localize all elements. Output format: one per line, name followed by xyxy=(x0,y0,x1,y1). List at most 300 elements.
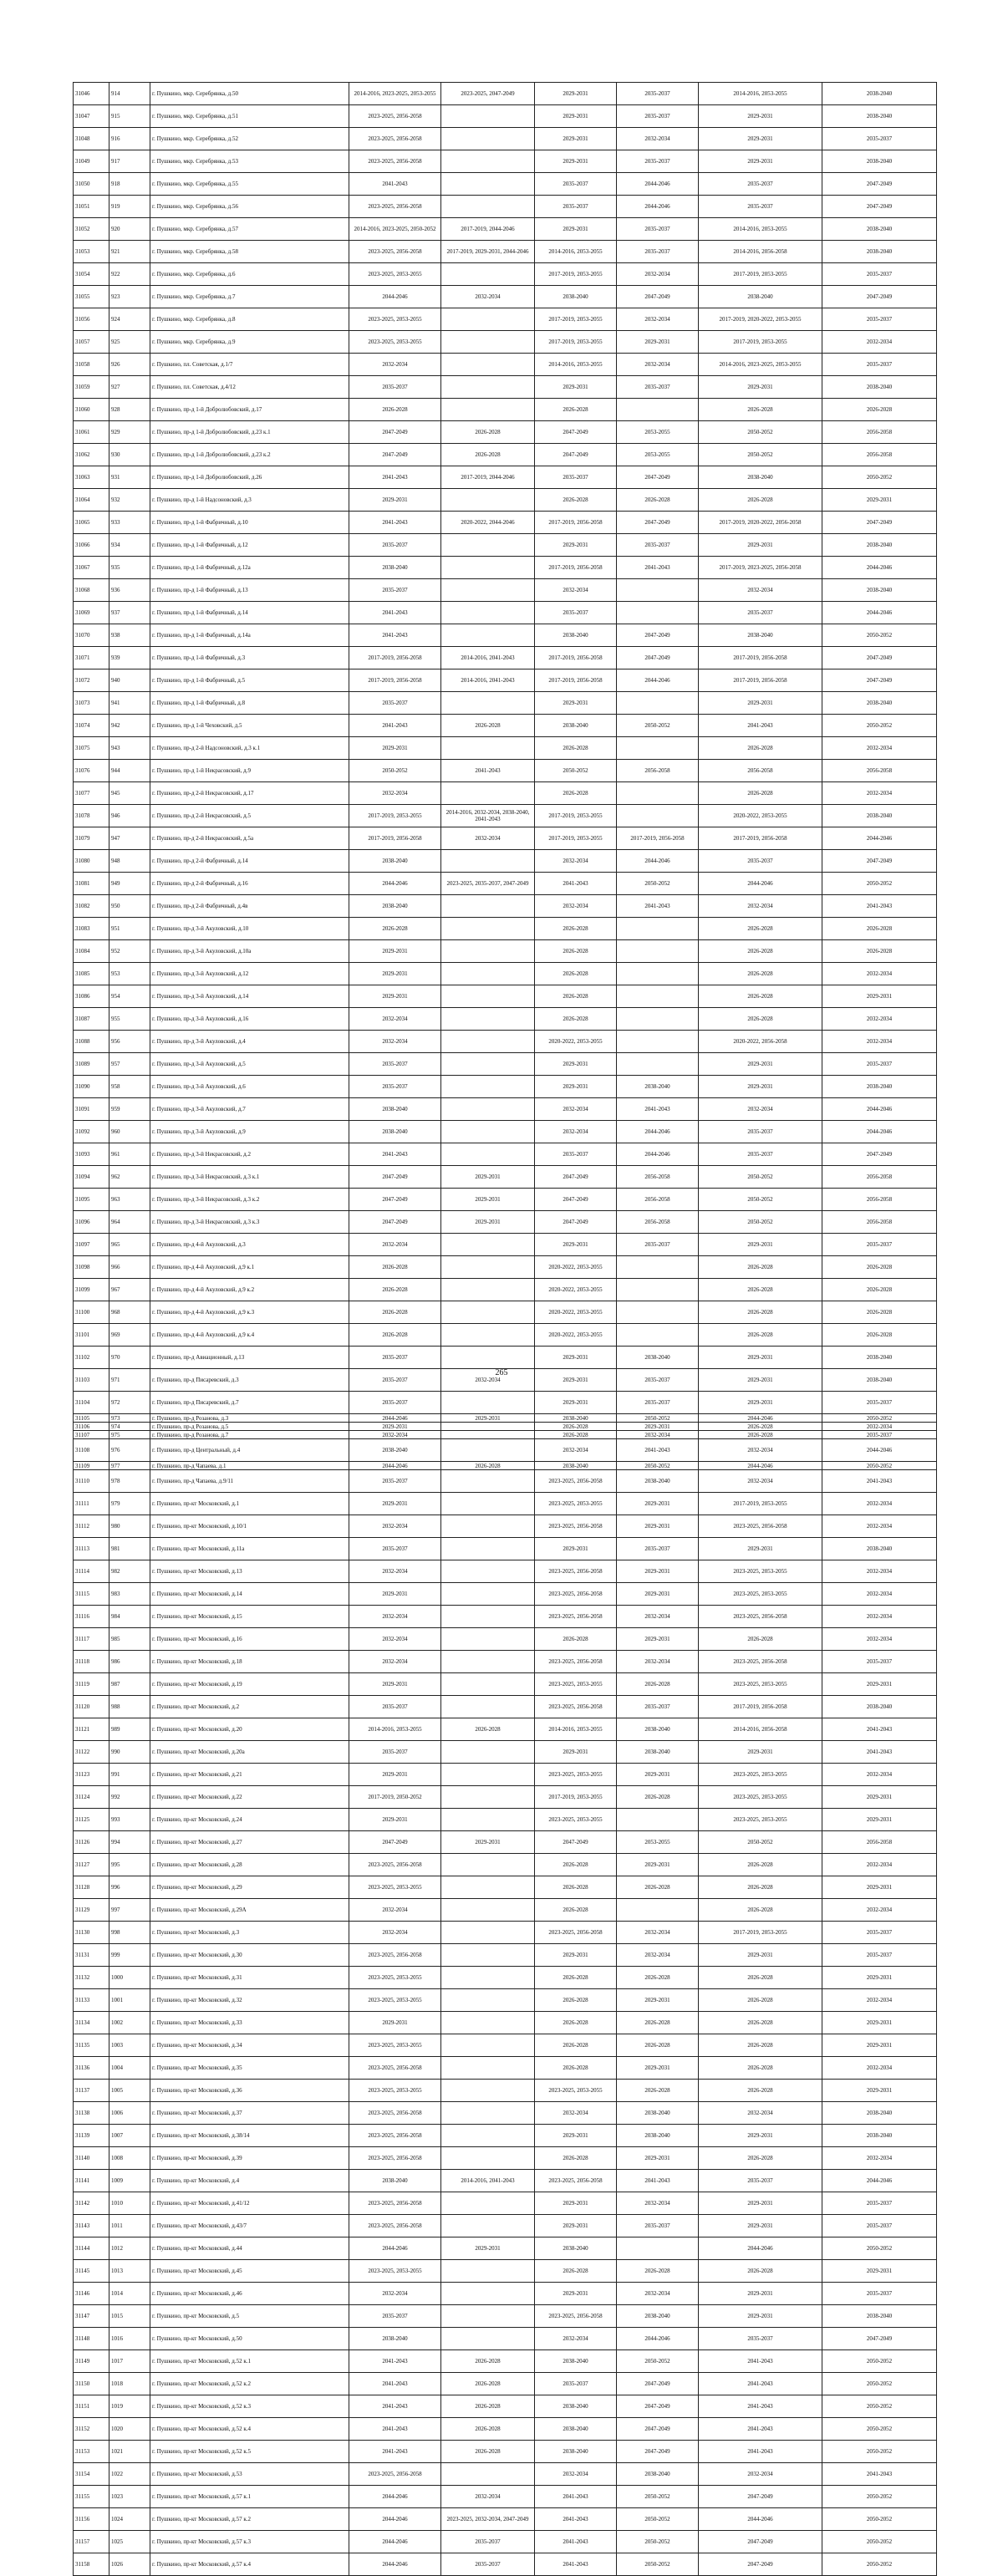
cell-period-2 xyxy=(441,2080,535,2102)
cell-ordinal: 1002 xyxy=(109,2012,150,2034)
table-row xyxy=(74,2057,937,2080)
cell-row-id: 31144 xyxy=(74,2237,109,2260)
cell-period-5: 2038-2040 xyxy=(699,286,822,308)
cell-period-4: 2026-2028 xyxy=(617,1786,699,1809)
cell-row-id: 31132 xyxy=(74,1967,109,1989)
cell-address: г. Пушкино, пр-кт Московский, д.21 xyxy=(150,1764,349,1786)
table-row xyxy=(74,557,937,579)
cell-period-3: 2026-2028 xyxy=(535,2147,617,2170)
cell-period-6: 2038-2040 xyxy=(822,2102,937,2125)
cell-ordinal: 1010 xyxy=(109,2192,150,2215)
cell-period-5: 2035-2037 xyxy=(699,2170,822,2192)
cell-period-4: 2050-2052 xyxy=(617,2486,699,2508)
cell-period-3: 2029-2031 xyxy=(535,2215,617,2237)
cell-address: г. Пушкино, пр-д 3-й Акуловский, д.6 xyxy=(150,1076,349,1098)
cell-address: г. Пушкино, пр-кт Московский, д.3 xyxy=(150,1922,349,1944)
cell-period-2 xyxy=(441,1944,535,1967)
cell-period-3: 2029-2031 xyxy=(535,150,617,173)
cell-period-1: 2029-2031 xyxy=(349,1673,441,1696)
table-row xyxy=(74,241,937,263)
cell-period-5: 2014-2016, 2056-2058 xyxy=(699,241,822,263)
cell-period-3: 2029-2031 xyxy=(535,218,617,241)
table-row xyxy=(74,2350,937,2373)
cell-period-2 xyxy=(441,1854,535,1876)
cell-period-6: 2026-2028 xyxy=(822,1301,937,1324)
cell-row-id: 31137 xyxy=(74,2080,109,2102)
cell-period-4: 2056-2058 xyxy=(617,1211,699,1234)
cell-period-4 xyxy=(617,1301,699,1324)
table-row xyxy=(74,1256,937,1279)
cell-period-4: 2038-2040 xyxy=(617,1347,699,1369)
cell-row-id: 31072 xyxy=(74,669,109,692)
cell-period-4: 2032-2034 xyxy=(617,128,699,150)
cell-row-id: 31111 xyxy=(74,1493,109,1515)
cell-period-2 xyxy=(441,2283,535,2305)
cell-ordinal: 988 xyxy=(109,1696,150,1718)
cell-ordinal: 936 xyxy=(109,579,150,602)
cell-row-id: 31082 xyxy=(74,895,109,918)
cell-period-5: 2020-2022, 2053-2055 xyxy=(699,805,822,827)
cell-period-5: 2014-2016, 2023-2025, 2053-2055 xyxy=(699,354,822,376)
cell-ordinal: 980 xyxy=(109,1515,150,1538)
cell-period-5: 2026-2028 xyxy=(699,1628,822,1651)
cell-period-1: 2041-2043 xyxy=(349,1143,441,1166)
cell-period-5: 2035-2037 xyxy=(699,2328,822,2350)
cell-period-3: 2020-2022, 2053-2055 xyxy=(535,1279,617,1301)
cell-address: г. Пушкино, пр-кт Московский, д.20 xyxy=(150,1718,349,1741)
cell-period-6: 2041-2043 xyxy=(822,1718,937,1741)
cell-period-1: 2023-2025, 2056-2058 xyxy=(349,2192,441,2215)
cell-period-1: 2041-2043 xyxy=(349,2441,441,2463)
cell-period-4: 2047-2049 xyxy=(617,2441,699,2463)
cell-period-4: 2056-2058 xyxy=(617,1166,699,1189)
cell-period-2 xyxy=(441,1439,535,1462)
cell-ordinal: 981 xyxy=(109,1538,150,1560)
cell-ordinal: 991 xyxy=(109,1764,150,1786)
cell-period-5: 2029-2031 xyxy=(699,1234,822,1256)
cell-period-1: 2023-2025, 2056-2058 xyxy=(349,128,441,150)
cell-period-4: 2047-2049 xyxy=(617,647,699,669)
table-row xyxy=(74,2237,937,2260)
cell-period-2 xyxy=(441,2192,535,2215)
table-row xyxy=(74,1439,937,1462)
cell-period-6: 2032-2034 xyxy=(822,782,937,805)
cell-address: г. Пушкино, пр-кт Московский, д.29А xyxy=(150,1899,349,1922)
cell-period-6: 2032-2034 xyxy=(822,1899,937,1922)
cell-ordinal: 1014 xyxy=(109,2283,150,2305)
cell-address: г. Пушкино, пр-кт Московский, д.29 xyxy=(150,1876,349,1899)
cell-period-1: 2041-2043 xyxy=(349,602,441,624)
cell-period-4: 2053-2055 xyxy=(617,421,699,444)
cell-period-3: 2038-2040 xyxy=(535,286,617,308)
cell-row-id: 31101 xyxy=(74,1324,109,1347)
cell-period-2 xyxy=(441,2102,535,2125)
cell-address: г. Пушкино, пр-кт Московский, д.52 к.2 xyxy=(150,2373,349,2395)
cell-address: г. Пушкино, пр-кт Московский, д.4 xyxy=(150,2170,349,2192)
cell-period-6: 2038-2040 xyxy=(822,2125,937,2147)
cell-period-1: 2023-2025, 2053-2055 xyxy=(349,263,441,286)
table-row xyxy=(74,2080,937,2102)
table-row xyxy=(74,1831,937,1854)
cell-ordinal: 972 xyxy=(109,1392,150,1414)
cell-address: г. Пушкино, пр-кт Московский, д.35 xyxy=(150,2057,349,2080)
cell-period-3: 2017-2019, 2053-2055 xyxy=(535,1786,617,1809)
cell-period-5: 2026-2028 xyxy=(699,1854,822,1876)
cell-period-4: 2038-2040 xyxy=(617,2305,699,2328)
cell-period-4: 2056-2058 xyxy=(617,760,699,782)
cell-row-id: 31114 xyxy=(74,1560,109,1583)
cell-ordinal: 933 xyxy=(109,512,150,534)
cell-row-id: 31087 xyxy=(74,1008,109,1031)
cell-period-4 xyxy=(617,1053,699,1076)
cell-address: г. Пушкино, пл. Советская, д.4/12 xyxy=(150,376,349,399)
cell-period-2 xyxy=(441,534,535,557)
cell-ordinal: 951 xyxy=(109,918,150,940)
cell-period-5: 2032-2034 xyxy=(699,579,822,602)
cell-period-3: 2020-2022, 2053-2055 xyxy=(535,1301,617,1324)
cell-ordinal: 961 xyxy=(109,1143,150,1166)
cell-row-id: 31095 xyxy=(74,1189,109,1211)
table-row xyxy=(74,466,937,489)
cell-period-6: 2032-2034 xyxy=(822,1515,937,1538)
cell-period-3: 2026-2028 xyxy=(535,399,617,421)
cell-period-5: 2026-2028 xyxy=(699,2080,822,2102)
cell-row-id: 31102 xyxy=(74,1347,109,1369)
cell-period-5: 2026-2028 xyxy=(699,985,822,1008)
cell-period-6: 2032-2034 xyxy=(822,1854,937,1876)
cell-period-1: 2023-2025, 2053-2055 xyxy=(349,1989,441,2012)
cell-ordinal: 927 xyxy=(109,376,150,399)
table-row xyxy=(74,1876,937,1899)
cell-period-5: 2044-2046 xyxy=(699,873,822,895)
cell-period-5: 2047-2049 xyxy=(699,2553,822,2576)
cell-ordinal: 946 xyxy=(109,805,150,827)
cell-period-5: 2044-2046 xyxy=(699,1462,822,1470)
cell-period-2 xyxy=(441,2147,535,2170)
cell-period-4 xyxy=(617,940,699,963)
cell-ordinal: 968 xyxy=(109,1301,150,1324)
cell-period-1: 2038-2040 xyxy=(349,2328,441,2350)
table-row xyxy=(74,421,937,444)
cell-ordinal: 1013 xyxy=(109,2260,150,2283)
table-row xyxy=(74,2418,937,2441)
cell-period-2 xyxy=(441,1764,535,1786)
cell-period-2: 2026-2028 xyxy=(441,421,535,444)
cell-row-id: 31138 xyxy=(74,2102,109,2125)
cell-period-3: 2023-2025, 2053-2055 xyxy=(535,1809,617,1831)
cell-period-6: 2035-2037 xyxy=(822,1392,937,1414)
cell-period-3: 2032-2034 xyxy=(535,2463,617,2486)
cell-period-5: 2017-2019, 2056-2058 xyxy=(699,669,822,692)
cell-row-id: 31061 xyxy=(74,421,109,444)
cell-period-4: 2035-2037 xyxy=(617,241,699,263)
cell-period-4 xyxy=(617,782,699,805)
cell-address: г. Пушкино, пр-д 3-й Некрасовский, д.3 к.3 xyxy=(150,1211,349,1234)
cell-row-id: 31131 xyxy=(74,1944,109,1967)
table-row xyxy=(74,2012,937,2034)
table-row xyxy=(74,196,937,218)
cell-period-2 xyxy=(441,1899,535,1922)
cell-period-3: 2026-2028 xyxy=(535,1008,617,1031)
cell-period-5: 2026-2028 xyxy=(699,1301,822,1324)
cell-address: г. Пушкино, пр-д 1-й Фабричный, д.12 xyxy=(150,534,349,557)
cell-address: г. Пушкино, пр-д 3-й Акуловский, д.7 xyxy=(150,1098,349,1121)
cell-period-4: 2047-2049 xyxy=(617,286,699,308)
cell-address: г. Пушкино, пр-кт Московский, д.20а xyxy=(150,1741,349,1764)
cell-period-1: 2032-2034 xyxy=(349,1899,441,1922)
table-body xyxy=(74,83,937,2576)
table-row xyxy=(74,737,937,760)
cell-period-3: 2032-2034 xyxy=(535,1121,617,1143)
table-row xyxy=(74,2508,937,2531)
table-row xyxy=(74,1031,937,1053)
cell-period-6: 2047-2049 xyxy=(822,669,937,692)
cell-period-6: 2026-2028 xyxy=(822,918,937,940)
cell-period-2 xyxy=(441,1423,535,1431)
cell-ordinal: 930 xyxy=(109,444,150,466)
cell-ordinal: 987 xyxy=(109,1673,150,1696)
cell-period-6: 2026-2028 xyxy=(822,1256,937,1279)
cell-period-6: 2050-2052 xyxy=(822,1414,937,1423)
cell-period-4: 2029-2031 xyxy=(617,1583,699,1606)
cell-period-3: 2029-2031 xyxy=(535,534,617,557)
table-row xyxy=(74,1008,937,1031)
cell-period-1: 2023-2025, 2053-2055 xyxy=(349,1967,441,1989)
cell-period-4 xyxy=(617,602,699,624)
cell-period-3: 2032-2034 xyxy=(535,2328,617,2350)
cell-period-4: 2035-2037 xyxy=(617,1392,699,1414)
cell-address: г. Пушкино, пр-кт Московский, д.30 xyxy=(150,1944,349,1967)
cell-address: г. Пушкино, пр-д 4-й Акуловский, д.9 к.2 xyxy=(150,1279,349,1301)
cell-address: г. Пушкино, пр-кт Московский, д.18 xyxy=(150,1651,349,1673)
cell-row-id: 31123 xyxy=(74,1764,109,1786)
cell-period-3: 2047-2049 xyxy=(535,1211,617,1234)
cell-period-1: 2041-2043 xyxy=(349,2350,441,2373)
cell-address: г. Пушкино, пр-д 3-й Некрасовский, д.3 к.2 xyxy=(150,1189,349,1211)
cell-period-1: 2023-2025, 2053-2055 xyxy=(349,1876,441,1899)
cell-period-2: 2014-2016, 2041-2043 xyxy=(441,669,535,692)
cell-period-3: 2032-2034 xyxy=(535,850,617,873)
cell-period-2 xyxy=(441,692,535,715)
cell-period-1: 2014-2016, 2053-2055 xyxy=(349,1718,441,1741)
cell-ordinal: 1021 xyxy=(109,2441,150,2463)
cell-row-id: 31108 xyxy=(74,1439,109,1462)
cell-address: г. Пушкино, мкр. Серебрянка, д.57 xyxy=(150,218,349,241)
cell-period-3: 2026-2028 xyxy=(535,918,617,940)
cell-ordinal: 918 xyxy=(109,173,150,196)
cell-period-5: 2023-2025, 2053-2055 xyxy=(699,1583,822,1606)
cell-period-5: 2032-2034 xyxy=(699,2463,822,2486)
cell-row-id: 31119 xyxy=(74,1673,109,1696)
cell-row-id: 31052 xyxy=(74,218,109,241)
cell-period-1: 2023-2025, 2056-2058 xyxy=(349,2215,441,2237)
cell-period-1: 2029-2031 xyxy=(349,985,441,1008)
cell-ordinal: 940 xyxy=(109,669,150,692)
cell-ordinal: 979 xyxy=(109,1493,150,1515)
cell-period-6: 2029-2031 xyxy=(822,2080,937,2102)
cell-period-2 xyxy=(441,1696,535,1718)
cell-period-1: 2032-2034 xyxy=(349,1234,441,1256)
cell-address: г. Пушкино, пр-д Центральный, д.4 xyxy=(150,1439,349,1462)
cell-period-6: 2029-2031 xyxy=(822,985,937,1008)
cell-row-id: 31128 xyxy=(74,1876,109,1899)
table-row xyxy=(74,1809,937,1831)
cell-period-1: 2038-2040 xyxy=(349,2170,441,2192)
cell-period-6: 2038-2040 xyxy=(822,579,937,602)
cell-address: г. Пушкино, пр-кт Московский, д.11а xyxy=(150,1538,349,1560)
cell-period-2 xyxy=(441,354,535,376)
cell-address: г. Пушкино, пр-кт Московский, д.32 xyxy=(150,1989,349,2012)
cell-period-1: 2047-2049 xyxy=(349,1211,441,1234)
cell-row-id: 31062 xyxy=(74,444,109,466)
cell-row-id: 31115 xyxy=(74,1583,109,1606)
table-row xyxy=(74,376,937,399)
cell-period-3: 2029-2031 xyxy=(535,1369,617,1392)
cell-period-1: 2029-2031 xyxy=(349,489,441,512)
cell-period-4 xyxy=(617,692,699,715)
cell-period-3: 2035-2037 xyxy=(535,2373,617,2395)
cell-address: г. Пушкино, пл. Советская, д.1/7 xyxy=(150,354,349,376)
cell-period-4: 2041-2043 xyxy=(617,1439,699,1462)
cell-period-6: 2050-2052 xyxy=(822,1462,937,1470)
cell-period-6: 2032-2034 xyxy=(822,2147,937,2170)
cell-ordinal: 926 xyxy=(109,354,150,376)
cell-period-3: 2026-2028 xyxy=(535,1854,617,1876)
cell-period-5: 2026-2028 xyxy=(699,737,822,760)
cell-period-2 xyxy=(441,1256,535,1279)
cell-period-3: 2020-2022, 2053-2055 xyxy=(535,1324,617,1347)
cell-period-3: 2020-2022, 2053-2055 xyxy=(535,1031,617,1053)
cell-ordinal: 960 xyxy=(109,1121,150,1143)
cell-period-5: 2041-2043 xyxy=(699,2418,822,2441)
cell-row-id: 31140 xyxy=(74,2147,109,2170)
cell-period-5: 2026-2028 xyxy=(699,1431,822,1439)
cell-period-4 xyxy=(617,399,699,421)
cell-period-1: 2023-2025, 2056-2058 xyxy=(349,2102,441,2125)
table-row xyxy=(74,1462,937,1470)
cell-row-id: 31056 xyxy=(74,308,109,331)
cell-period-1: 2017-2019, 2050-2052 xyxy=(349,1786,441,1809)
cell-period-6: 2044-2046 xyxy=(822,827,937,850)
cell-period-6: 2035-2037 xyxy=(822,1234,937,1256)
cell-period-3: 2020-2022, 2053-2055 xyxy=(535,1256,617,1279)
cell-period-1: 2023-2025, 2056-2058 xyxy=(349,150,441,173)
cell-row-id: 31157 xyxy=(74,2531,109,2553)
cell-period-4: 2050-2052 xyxy=(617,715,699,737)
cell-period-6: 2047-2049 xyxy=(822,286,937,308)
cell-period-5: 2029-2031 xyxy=(699,1538,822,1560)
cell-period-3: 2023-2025, 2056-2058 xyxy=(535,1560,617,1583)
cell-address: г. Пушкино, пр-д 2-й Некрасовский, д.17 xyxy=(150,782,349,805)
cell-period-1: 2023-2025, 2053-2055 xyxy=(349,2080,441,2102)
cell-period-6: 2050-2052 xyxy=(822,2531,937,2553)
cell-period-2 xyxy=(441,2057,535,2080)
cell-period-2 xyxy=(441,557,535,579)
cell-period-6: 2038-2040 xyxy=(822,376,937,399)
cell-period-5: 2017-2019, 2056-2058 xyxy=(699,827,822,850)
cell-row-id: 31048 xyxy=(74,128,109,150)
cell-address: г. Пушкино, пр-д Розанова, д.7 xyxy=(150,1431,349,1439)
cell-period-6: 2044-2046 xyxy=(822,602,937,624)
table-row xyxy=(74,1431,937,1439)
cell-period-4: 2035-2037 xyxy=(617,150,699,173)
cell-period-6: 2038-2040 xyxy=(822,1538,937,1560)
table-row xyxy=(74,918,937,940)
cell-ordinal: 1009 xyxy=(109,2170,150,2192)
cell-period-4 xyxy=(617,918,699,940)
cell-period-4: 2017-2019, 2056-2058 xyxy=(617,827,699,850)
cell-address: г. Пушкино, пр-кт Московский, д.14 xyxy=(150,1583,349,1606)
cell-period-3: 2017-2019, 2056-2058 xyxy=(535,669,617,692)
cell-period-1: 2035-2037 xyxy=(349,1369,441,1392)
cell-period-1: 2035-2037 xyxy=(349,1696,441,1718)
cell-period-3: 2032-2034 xyxy=(535,2102,617,2125)
cell-period-2 xyxy=(441,1560,535,1583)
cell-period-3: 2026-2028 xyxy=(535,2012,617,2034)
table-row xyxy=(74,2395,937,2418)
cell-address: г. Пушкино, пр-д Писаревский, д.3 xyxy=(150,1369,349,1392)
cell-ordinal: 967 xyxy=(109,1279,150,1301)
cell-period-6: 2041-2043 xyxy=(822,1470,937,1493)
cell-period-2 xyxy=(441,1922,535,1944)
cell-row-id: 31134 xyxy=(74,2012,109,2034)
cell-period-4: 2029-2031 xyxy=(617,2057,699,2080)
cell-address: г. Пушкино, мкр. Серебрянка, д.7 xyxy=(150,286,349,308)
table-row xyxy=(74,1301,937,1324)
table-row xyxy=(74,1922,937,1944)
cell-period-6: 2047-2049 xyxy=(822,647,937,669)
cell-period-1: 2044-2046 xyxy=(349,2531,441,2553)
cell-period-1: 2014-2016, 2023-2025, 2053-2055 xyxy=(349,83,441,105)
cell-period-1: 2017-2019, 2056-2058 xyxy=(349,647,441,669)
cell-period-6: 2032-2034 xyxy=(822,331,937,354)
cell-period-6: 2056-2058 xyxy=(822,1211,937,1234)
cell-period-3: 2029-2031 xyxy=(535,1347,617,1369)
cell-period-6: 2044-2046 xyxy=(822,557,937,579)
cell-period-1: 2035-2037 xyxy=(349,1470,441,1493)
cell-period-2 xyxy=(441,1538,535,1560)
cell-row-id: 31083 xyxy=(74,918,109,940)
cell-period-3: 2029-2031 xyxy=(535,1538,617,1560)
cell-period-4 xyxy=(617,1031,699,1053)
cell-period-2: 2026-2028 xyxy=(441,2441,535,2463)
cell-period-6: 2056-2058 xyxy=(822,1189,937,1211)
cell-period-5: 2035-2037 xyxy=(699,850,822,873)
cell-ordinal: 973 xyxy=(109,1414,150,1423)
cell-ordinal: 919 xyxy=(109,196,150,218)
table-row xyxy=(74,2553,937,2576)
table-row xyxy=(74,2373,937,2395)
table-row xyxy=(74,1538,937,1560)
cell-period-6: 2032-2034 xyxy=(822,1560,937,1583)
cell-period-4: 2035-2037 xyxy=(617,83,699,105)
cell-address: г. Пушкино, пр-кт Московский, д.53 xyxy=(150,2463,349,2486)
cell-period-1: 2041-2043 xyxy=(349,2395,441,2418)
cell-ordinal: 995 xyxy=(109,1854,150,1876)
cell-period-6: 2029-2031 xyxy=(822,1967,937,1989)
cell-period-5: 2044-2046 xyxy=(699,2237,822,2260)
cell-period-5: 2050-2052 xyxy=(699,1211,822,1234)
cell-period-3: 2041-2043 xyxy=(535,2553,617,2576)
cell-period-2 xyxy=(441,128,535,150)
cell-period-3: 2041-2043 xyxy=(535,2486,617,2508)
cell-period-2 xyxy=(441,376,535,399)
cell-period-4: 2050-2052 xyxy=(617,1414,699,1423)
table-row xyxy=(74,1560,937,1583)
cell-period-4 xyxy=(617,985,699,1008)
table-row xyxy=(74,805,937,827)
cell-period-4: 2047-2049 xyxy=(617,466,699,489)
